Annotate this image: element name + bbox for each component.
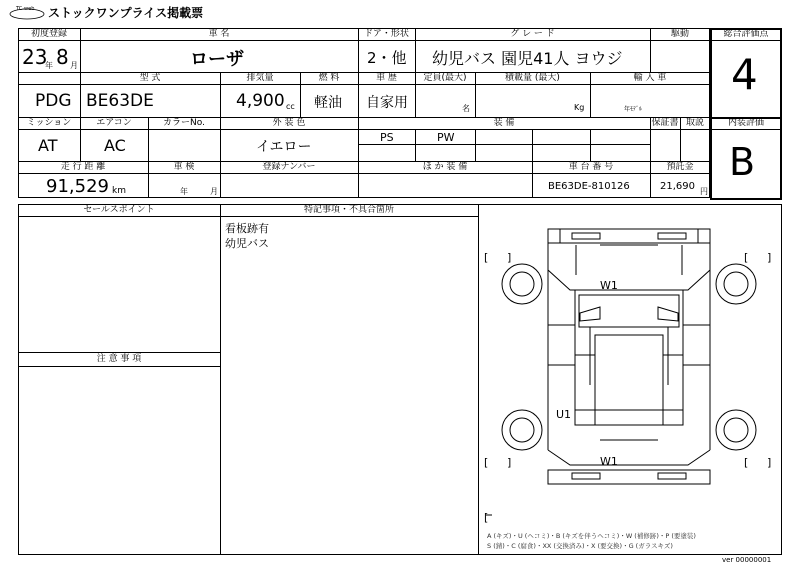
label-grade: グ レ ー ド [510, 29, 555, 39]
label-displacement: 排気量 [246, 73, 274, 83]
label-interior: 内装評価 [727, 118, 764, 128]
bracket-tl2: ] [507, 251, 512, 264]
equip-ps: PS [380, 131, 394, 144]
label-drive: 駆動 [670, 29, 689, 39]
import-unit: 年ﾓﾃﾞﾙ [624, 106, 643, 113]
year-value: 23 [22, 45, 48, 69]
bracket-bl2: ] [507, 456, 512, 469]
bracket-tr: [ [744, 251, 749, 264]
label-notes: 特記事項・不具合箇所 [303, 205, 394, 215]
label-caution: 注 意 事 項 [96, 354, 142, 364]
bracket-tr2: ] [767, 251, 772, 264]
label-mission: ミッション [26, 118, 72, 128]
bracket-tl: [ [484, 251, 489, 264]
fuel-value: 軽油 [314, 95, 342, 111]
logo-text: TC-web [16, 6, 35, 12]
displacement-value: 4,900 [236, 91, 285, 111]
bracket-br2: ] [767, 456, 772, 469]
version-text: ver 00000001 [722, 556, 772, 564]
label-equipment: 装 備 [493, 118, 515, 128]
year-unit: 年 [45, 61, 53, 70]
vehicle-diagram [480, 215, 780, 530]
label-other-equip: ほ か 装 備 [422, 162, 468, 172]
model-value: BE63DE [86, 91, 154, 111]
wheel-front-left [502, 264, 542, 304]
mileage-unit: km [112, 186, 126, 196]
bracket-bl: [ [484, 456, 489, 469]
mileage-value: 91,529 [46, 176, 109, 197]
label-mileage: 走 行 距 離 [60, 162, 106, 172]
label-import: 輸 入 車 [633, 73, 667, 83]
label-plate: 登録ナンバー [262, 162, 316, 172]
model-prefix-value: PDG [35, 91, 72, 111]
label-doors: ドア・形状 [364, 29, 409, 39]
label-car-name: 車 名 [208, 29, 230, 39]
label-deposit: 預託金 [666, 162, 694, 172]
note-line-2: 幼児バス [225, 237, 269, 250]
history-value: 自家用 [366, 95, 408, 111]
label-sales-point: セールスポイント [83, 205, 155, 215]
aircon-value: AC [104, 136, 126, 155]
chassis-value: BE63DE-810126 [548, 181, 630, 192]
month-unit: 月 [70, 61, 78, 70]
car-name-value: ローザ [190, 49, 244, 70]
inspection-year-unit: 年 [180, 187, 188, 196]
label-fuel: 燃 料 [318, 73, 340, 83]
label-load: 積載量 (最大) [505, 73, 560, 83]
equip-pw: PW [437, 131, 455, 144]
label-inspection: 車 検 [173, 162, 195, 172]
overall-score: 4 [731, 50, 758, 99]
note-line-1: 看板跡有 [225, 222, 269, 235]
diagram-mark-side: U1 [556, 408, 572, 421]
interior-score: B [729, 140, 756, 184]
diagram-mark-rear: W1 [600, 455, 618, 468]
exterior-color-value: イエロー [256, 139, 312, 155]
grade-value: 幼児バス 園児41人 ヨウジ [432, 49, 623, 68]
label-color-no: カラーNo. [163, 118, 205, 128]
wheel-rear-left [502, 410, 542, 450]
label-manual: 取説 [685, 118, 704, 128]
mission-value: AT [38, 136, 58, 155]
label-first-reg: 初度登録 [30, 29, 67, 39]
page-title: ストックワンプライス掲載票 [48, 6, 204, 20]
label-capacity: 定員(最大) [423, 73, 467, 83]
month-value: 8 [56, 45, 69, 69]
deposit-value: 21,690 [660, 181, 695, 192]
displacement-unit: cc [286, 102, 295, 111]
bracket-bottom: [ [484, 511, 489, 524]
legend-line-1: A (キズ)・U (ヘコミ)・B (キズを伴うヘコミ)・W (補修跡)・P (要塗装) [487, 532, 696, 540]
inspection-month-unit: 月 [210, 187, 218, 196]
doors-value: 2・他 [367, 49, 407, 67]
label-aircon: エアコン [96, 118, 132, 128]
load-unit: Kg [574, 103, 585, 112]
label-chassis: 車 台 番 号 [568, 162, 614, 172]
label-model: 型 式 [139, 73, 161, 83]
legend-line-2: S (錆)・C (腐食)・XX (交換済み)・X (要交換)・G (ガラスキズ) [487, 542, 673, 550]
label-overall: 総合評価点 [723, 29, 769, 39]
label-warranty: 保証書 [651, 118, 679, 128]
logo [8, 5, 46, 19]
deposit-unit: 円 [700, 187, 708, 196]
label-history: 車 歴 [376, 73, 397, 83]
bracket-br: [ [744, 456, 749, 469]
wheel-rear-right [716, 410, 756, 450]
diagram-mark-front: W1 [600, 279, 618, 292]
capacity-unit: 名 [462, 104, 470, 113]
label-exterior: 外 装 色 [272, 118, 306, 128]
wheel-front-right [716, 264, 756, 304]
